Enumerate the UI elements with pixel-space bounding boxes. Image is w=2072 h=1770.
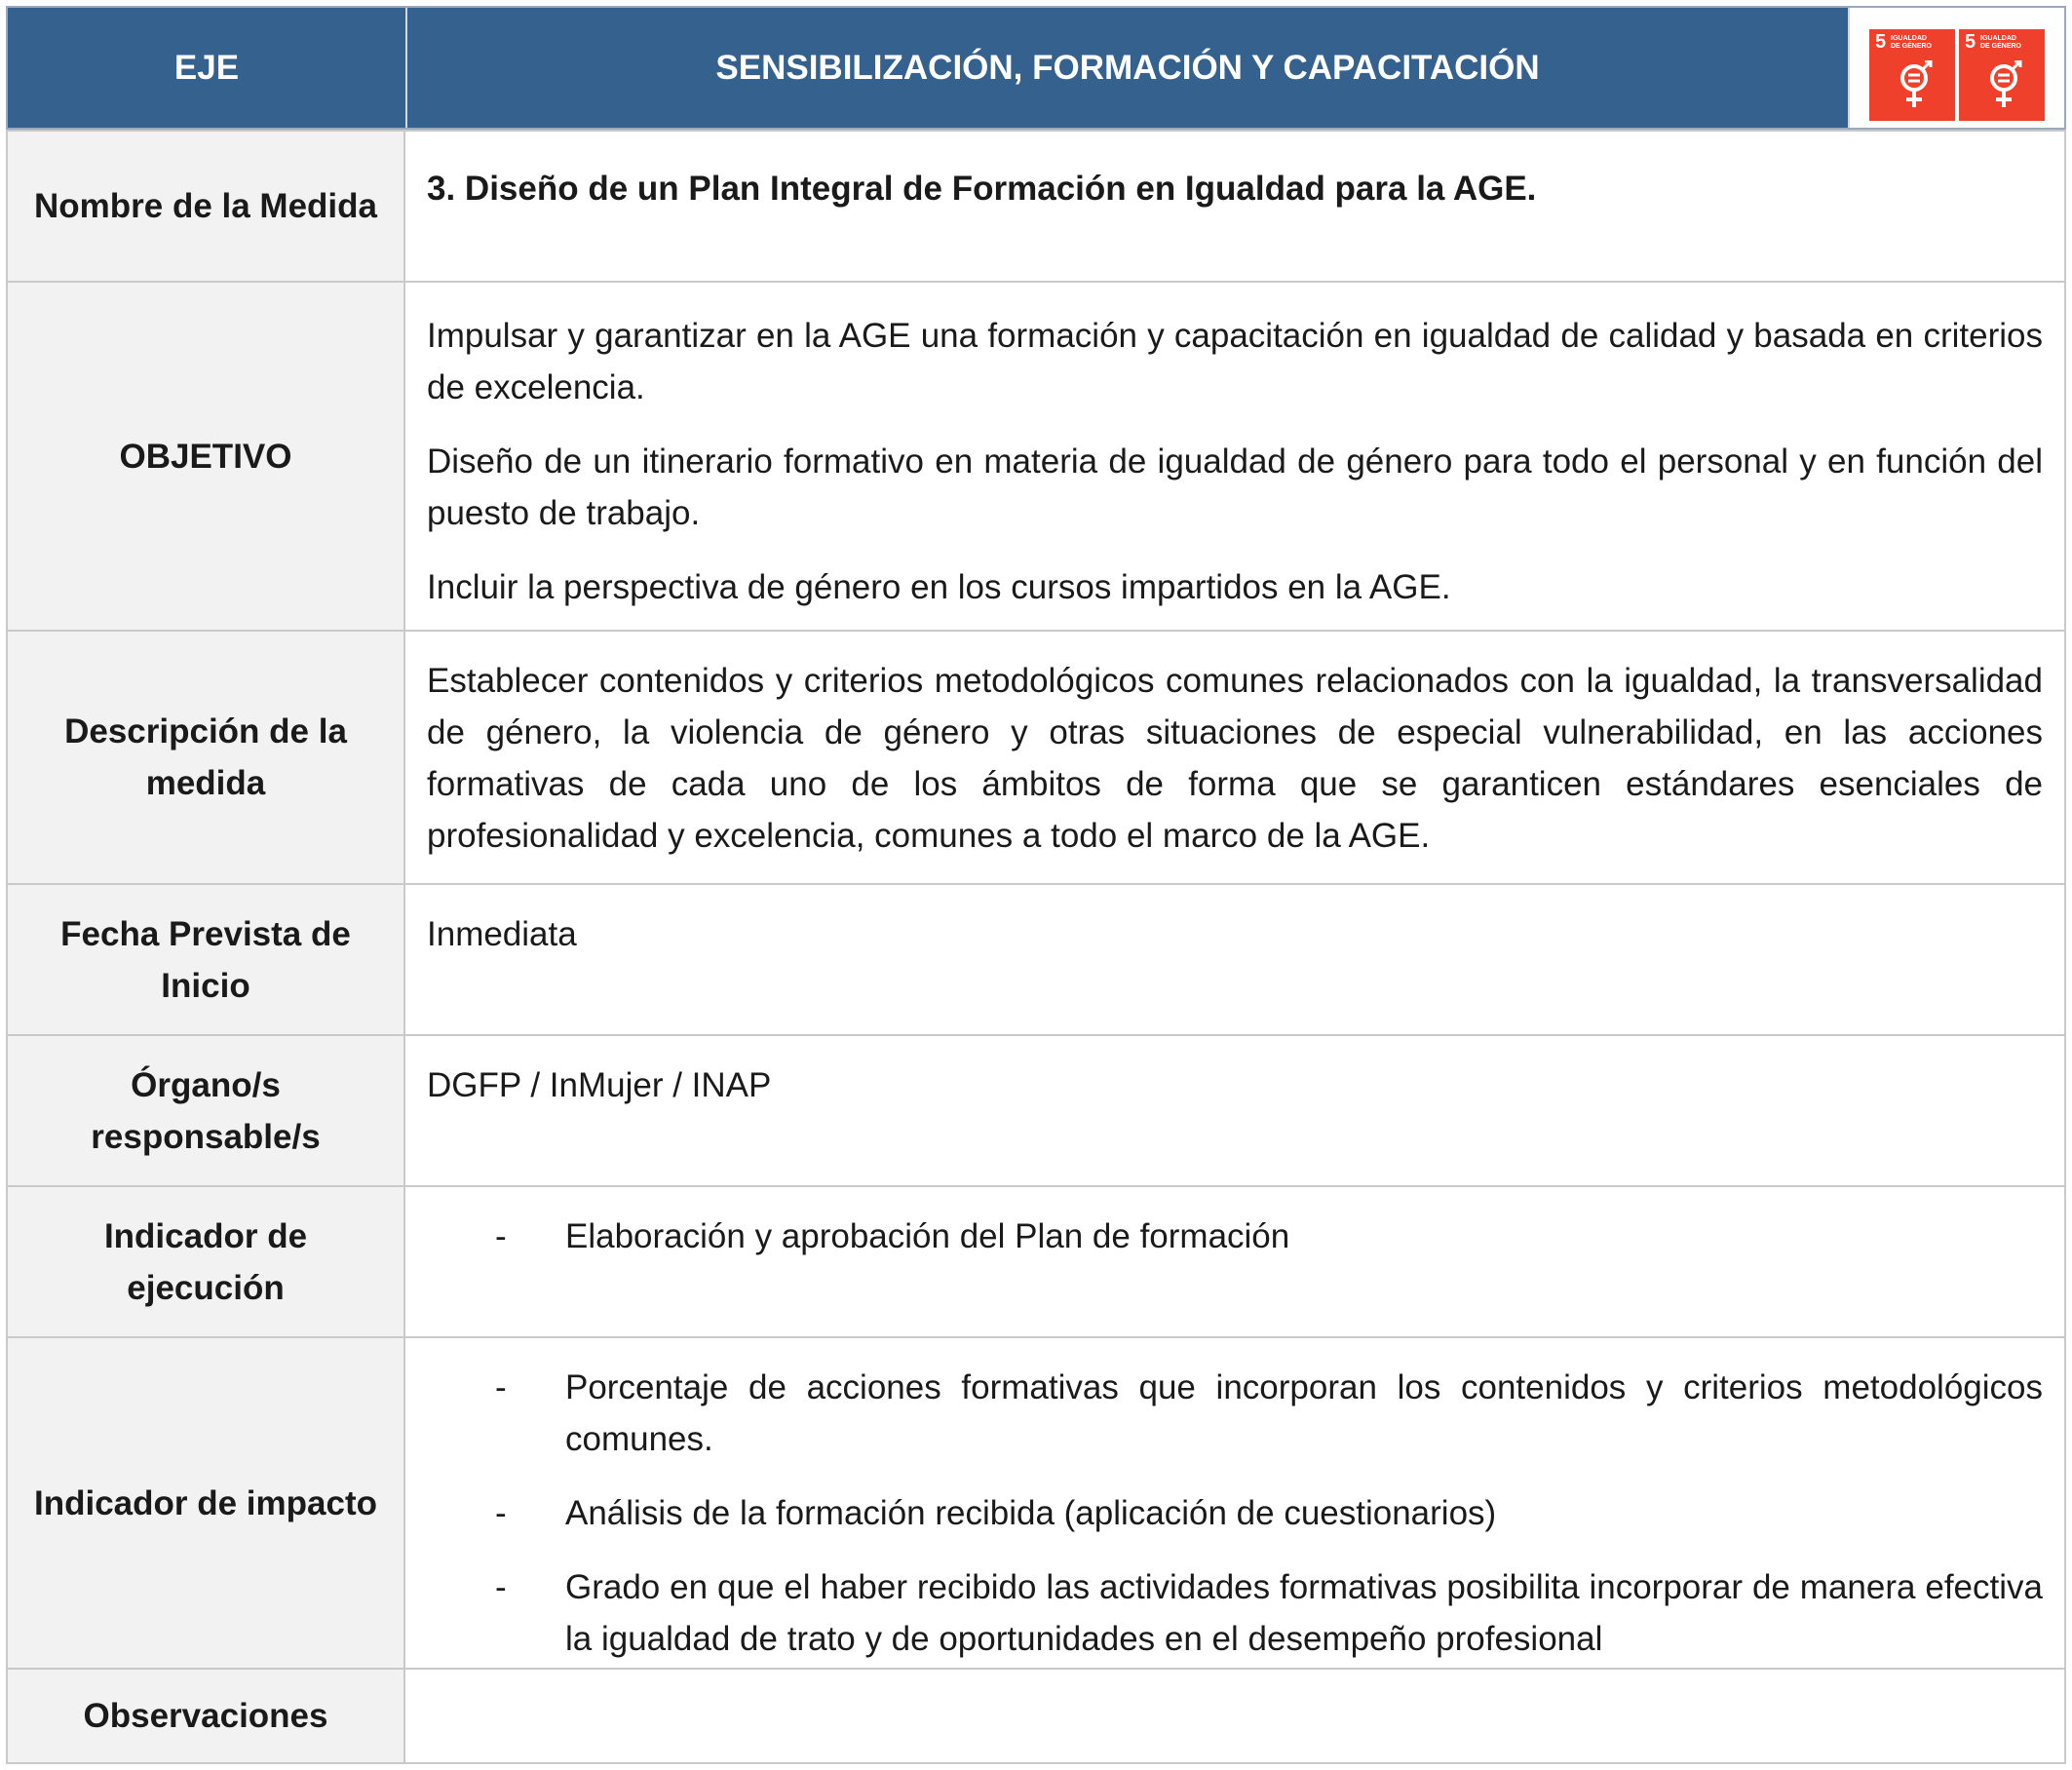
objetivo-paragraph: Incluir la perspectiva de género en los cursos impartidos en la AGE. [427,568,1451,606]
table-header [6,6,2066,130]
list-item: - Porcentaje de acciones formativas que incorporan los contenidos y criterios metodológicos comunes. [427,1362,2043,1465]
list-item: - Grado en que el haber recibido las actividades formativas posibilita incorporar de manera efectiva la igualdad de trato y de oportunidades en el desempeño profesional [427,1561,2043,1665]
bullet-dash: - [495,1217,507,1255]
row-ejecucion [6,1185,2066,1336]
value-observaciones [405,1670,2066,1762]
label-fecha: Fecha Prevista de Inicio [6,885,405,1034]
list-item: - Elaboración y aprobación del Plan de formación [427,1211,2043,1262]
bullet-dash: - [495,1494,507,1532]
bullet-dash: - [495,1368,507,1406]
row-nombre [6,130,2066,281]
fecha-text: Inmediata [427,915,577,953]
objetivo-paragraph: Impulsar y garantizar en la AGE una formación y capacitación en igualdad de calidad y basada en criterios de excelencia. [427,317,2043,406]
header-title: SENSIBILIZACIÓN, FORMACIÓN Y CAPACITACIÓN [715,48,1540,87]
label-descripcion: Descripción de la medida [6,632,405,883]
row-impacto [6,1336,2066,1668]
sdg5-logo: 5 IGUALDAD DE GÉNERO [1869,29,1955,121]
value-objetivo [405,283,2066,630]
list-item: - Análisis de la formación recibida (aplicación de cuestionarios) [427,1487,2043,1539]
label-organo: Órgano/s responsable/s [6,1036,405,1185]
header-eje: EJE [8,8,407,128]
row-fecha [6,883,2066,1034]
row-observaciones [6,1668,2066,1764]
sdg5-logo: 5 IGUALDAD DE GÉNERO [1959,29,2045,121]
organo-text: DGFP / InMujer / INAP [427,1066,772,1104]
measure-name: 3. Diseño de un Plan Integral de Formación en Igualdad para la AGE. [427,170,1537,208]
value-nombre [405,132,2066,281]
label-observaciones: Observaciones [6,1670,405,1762]
measure-table [6,6,2066,1764]
row-objetivo [6,281,2066,630]
value-descripcion [405,632,2066,883]
value-organo [405,1036,2066,1185]
label-impacto: Indicador de impacto [6,1338,405,1668]
value-impacto [405,1338,2066,1668]
descripcion-text: Establecer contenidos y criterios metodológicos comunes relacionados con la igualdad, la transversalidad de género, la violencia de género y otras situaciones de especial vulnerabilidad, en las acciones formativas de cada uno de los ámbitos de forma que se garanticen estándares esenciales de profesionalidad y excelencia, comunes a todo el marco de la AGE. [427,662,2043,855]
label-ejecucion: Indicador de ejecución [6,1187,405,1336]
bullet-dash: - [495,1568,507,1606]
value-ejecucion [405,1187,2066,1336]
value-fecha [405,885,2066,1034]
label-objetivo: OBJETIVO [6,283,405,630]
label-nombre: Nombre de la Medida [6,132,405,281]
objetivo-paragraph: Diseño de un itinerario formativo en materia de igualdad de género para todo el personal y en función del puesto de trabajo. [427,442,2043,532]
sdg-logos [1848,8,2064,128]
row-descripcion [6,630,2066,883]
gender-equality-icon [1895,60,1934,115]
row-organo [6,1034,2066,1185]
gender-equality-icon [1984,60,2023,115]
